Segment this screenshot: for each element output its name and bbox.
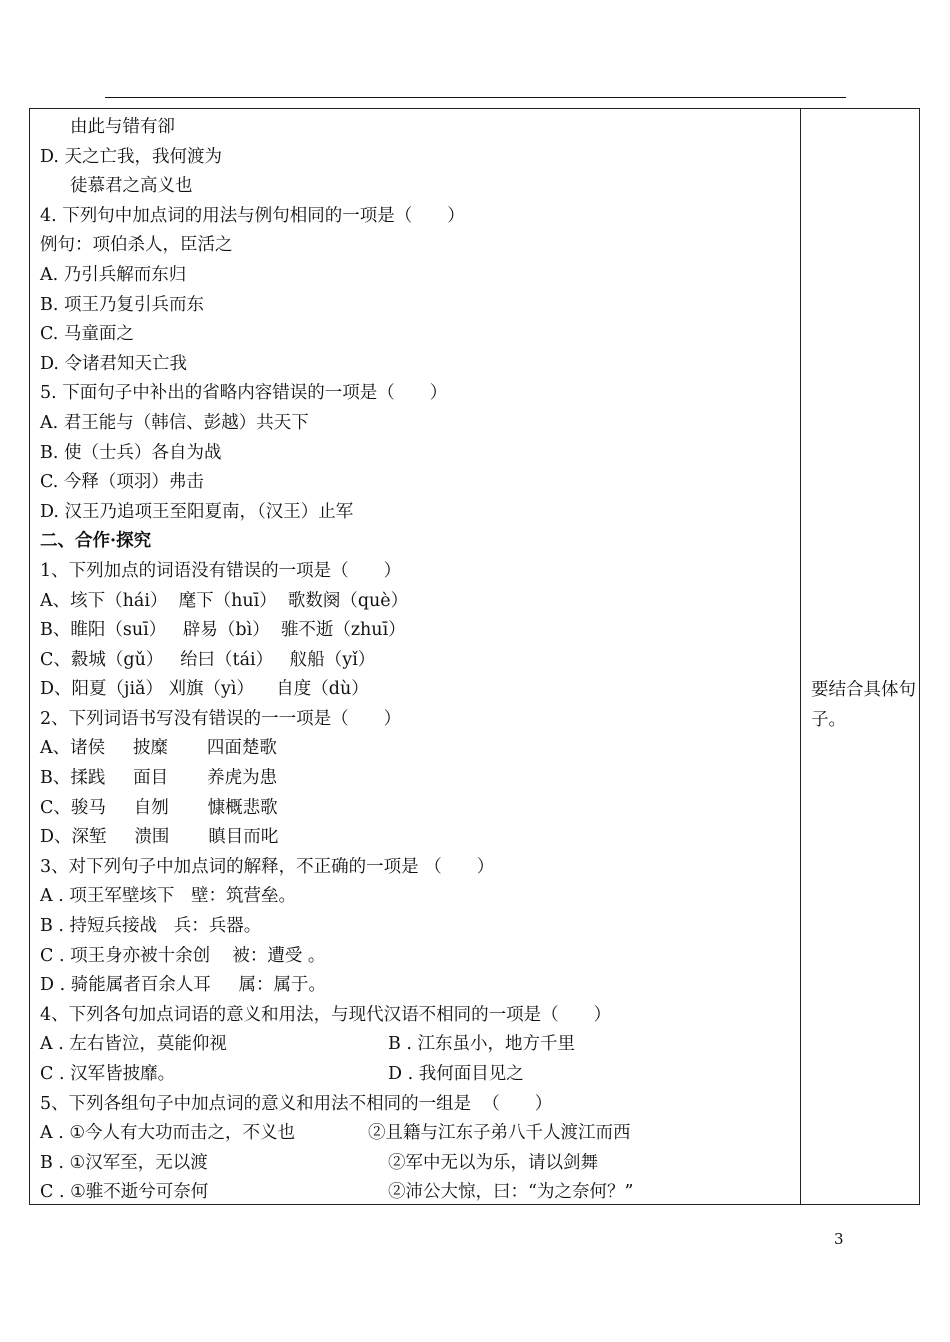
line-text: 例句：项伯杀人，臣活之 bbox=[40, 235, 233, 256]
exercise-line bbox=[40, 1149, 794, 1179]
line-text: C、骏马 自刎 慷概悲歌 bbox=[40, 797, 278, 818]
line-text: D. 令诸君知天亡我 bbox=[40, 353, 188, 374]
line-text: D . 骑能属者百余人耳 属：属于。 bbox=[40, 975, 327, 996]
exercise-line bbox=[40, 882, 794, 912]
line-text: 4. 下列句中加点词的用法与例句相同的一项是（ ） bbox=[40, 205, 465, 226]
exercise-line bbox=[40, 1119, 794, 1149]
line-text: C. 马童面之 bbox=[40, 324, 134, 345]
line-text-right: D . 我何面目见之 bbox=[388, 1064, 524, 1084]
line-text: D. 天之亡我，我何渡为 bbox=[40, 146, 223, 167]
content-table bbox=[29, 108, 920, 1205]
exercise-line bbox=[40, 853, 794, 883]
line-text: B . ①汉军至，无以渡 bbox=[40, 1152, 208, 1173]
line-text: 2、下列词语书写没有错误的一一项是（ ） bbox=[40, 708, 402, 729]
line-text: C. 今释（项羽）弗击 bbox=[40, 472, 204, 493]
exercise-line bbox=[40, 202, 794, 232]
exercise-line bbox=[40, 971, 794, 1001]
exercise-line bbox=[40, 350, 794, 380]
exercise-line bbox=[40, 320, 794, 350]
line-text: C . 汉军皆披靡。 bbox=[40, 1064, 176, 1084]
exercise-line bbox=[40, 705, 794, 735]
line-text-right: ②且籍与江东子弟八千人渡江而西 bbox=[368, 1123, 631, 1144]
exercise-line bbox=[40, 113, 794, 143]
exercise-line bbox=[40, 439, 794, 469]
line-text: D. 汉王乃追项王至阳夏南，（汉王）止军 bbox=[40, 501, 354, 522]
line-text: A、诸侯 披糜 四面楚歌 bbox=[40, 738, 277, 759]
line-text: D、深堑 溃围 瞋目而叱 bbox=[40, 827, 279, 848]
exercise-line bbox=[40, 764, 794, 794]
line-text: A . 左右皆泣，莫能仰视 bbox=[40, 1034, 227, 1055]
line-text: C、縠城（gǔ） 绐曰（tái） 舣船（yǐ） bbox=[40, 649, 376, 670]
notes-column bbox=[801, 109, 919, 1204]
exercise-line bbox=[40, 1001, 794, 1031]
line-text: 二、合作·探究 bbox=[40, 531, 152, 552]
line-text: B、揉践 面目 养虎为患 bbox=[40, 768, 278, 789]
line-text: 徒慕君之高义也 bbox=[70, 176, 193, 197]
line-text: C . 项王身亦被十余创 被：遭受 。 bbox=[40, 945, 326, 966]
line-text: 4、下列各句加点词语的意义和用法，与现代汉语不相同的一项是（ ） bbox=[40, 1004, 612, 1025]
line-text: B . 持短兵接战 兵：兵器。 bbox=[40, 916, 262, 937]
page-number: 3 bbox=[834, 1230, 844, 1248]
line-text: D、阳夏（jiǎ） 刈旗（yì） 自度（dù） bbox=[40, 679, 369, 700]
exercise-line bbox=[40, 379, 794, 409]
exercise-line bbox=[40, 468, 794, 498]
exercise-line bbox=[40, 291, 794, 321]
line-text: 5. 下面句子中补出的省略内容错误的一项是（ ） bbox=[40, 383, 448, 404]
exercise-line bbox=[40, 587, 794, 617]
exercise-line bbox=[40, 1090, 794, 1120]
exercise-line bbox=[40, 616, 794, 646]
exercise-line bbox=[40, 794, 794, 824]
exercise-line bbox=[40, 912, 794, 942]
teaching-note: 要结合具体句子。 bbox=[811, 680, 916, 730]
section-heading bbox=[40, 527, 794, 557]
exercise-line bbox=[40, 675, 794, 705]
exercise-line bbox=[40, 409, 794, 439]
line-text-right: ②军中无以为乐，请以剑舞 bbox=[388, 1152, 598, 1173]
exercise-line bbox=[40, 1060, 794, 1090]
line-text-right: B . 江东虽小，地方千里 bbox=[388, 1034, 576, 1055]
line-text: 5、下列各组句子中加点词的意义和用法不相同的一组是 （ ） bbox=[40, 1093, 553, 1114]
exercise-line bbox=[40, 734, 794, 764]
exercise-line bbox=[40, 172, 794, 202]
line-text: B. 使（士兵）各自为战 bbox=[40, 442, 222, 463]
line-text: C . ①骓不逝兮可奈何 bbox=[40, 1182, 209, 1203]
exercise-line bbox=[40, 557, 794, 587]
line-text: A、垓下（hái） 麾下（huī） 歌数阕（què） bbox=[40, 590, 409, 611]
exercise-line bbox=[40, 823, 794, 853]
exercise-lines bbox=[40, 113, 794, 1208]
line-text: 3、对下列句子中加点词的解释，不正确的一项是 （ ） bbox=[40, 856, 495, 877]
exercise-line bbox=[40, 498, 794, 528]
exercise-line bbox=[40, 143, 794, 173]
header-rule bbox=[105, 97, 846, 98]
exercise-line bbox=[40, 646, 794, 676]
line-text: B、睢阳（suī） 辟易（bì） 骓不逝（zhuī） bbox=[40, 620, 406, 641]
exercise-column bbox=[30, 109, 801, 1204]
line-text: A. 乃引兵解而东归 bbox=[40, 264, 187, 285]
line-text: A . ①今人有大功而击之，不义也 bbox=[40, 1123, 296, 1144]
exercise-line bbox=[40, 261, 794, 291]
line-text: A. 君王能与（韩信、彭越）共天下 bbox=[40, 412, 309, 433]
line-text: 1、下列加点的词语没有错误的一项是（ ） bbox=[40, 560, 402, 581]
line-text: B. 项王乃复引兵而东 bbox=[40, 294, 204, 315]
exercise-line bbox=[40, 231, 794, 261]
line-text: A . 项王军壁垓下 壁：筑营垒。 bbox=[40, 886, 297, 907]
line-text: 由此与错有卻 bbox=[70, 117, 175, 137]
exercise-line bbox=[40, 942, 794, 972]
line-text-right: ②沛公大惊，曰：“为之奈何？” bbox=[388, 1182, 634, 1203]
exercise-line bbox=[40, 1178, 794, 1208]
exercise-line bbox=[40, 1030, 794, 1060]
